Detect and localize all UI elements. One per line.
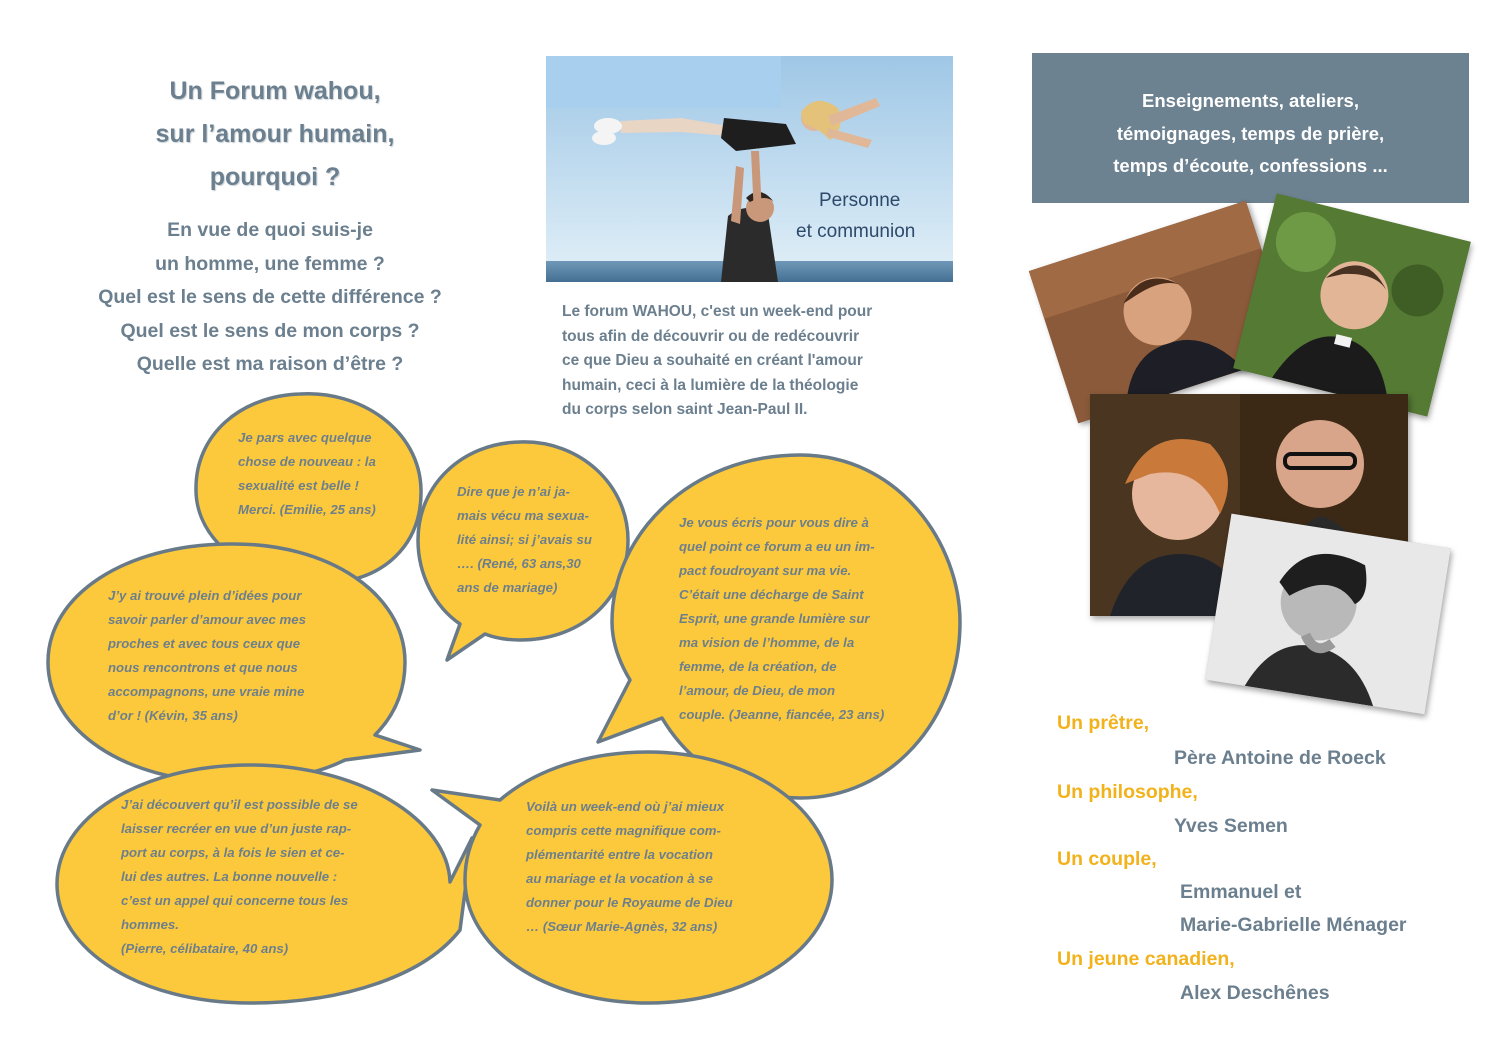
testimonial-rene	[457, 480, 617, 600]
quote-line: au mariage et la vocation à se	[526, 871, 713, 886]
quote-line: femme, de la création, de	[679, 659, 837, 674]
teachings-line: témoignages, temps de prière,	[1116, 122, 1385, 144]
quote-line: d’or ! (Kévin, 35 ans)	[108, 708, 238, 723]
portrait-icon	[1205, 514, 1451, 715]
question-line: En vue de quoi suis-je	[167, 219, 373, 241]
quote-line: compris cette magnifique com-	[526, 823, 721, 838]
quote-line: (Pierre, célibataire, 40 ans)	[121, 941, 289, 956]
portrait-icon	[1233, 193, 1471, 416]
quote-line: l’amour, de Dieu, de mon	[679, 683, 836, 698]
intro-line: du corps selon saint Jean-Paul II.	[562, 401, 808, 418]
speaker-name: Emmanuel et	[1180, 881, 1302, 903]
quote-line: hommes.	[121, 917, 179, 932]
quote-line: J’y ai trouvé plein d’idées pour	[108, 588, 302, 603]
quote-line: nous rencontrons et que nous	[108, 660, 298, 675]
intro-line: tous afin de découvrir ou de redécouvrir	[562, 327, 860, 345]
teachings-line: temps d’écoute, confessions ...	[1113, 155, 1388, 176]
quote-line: ma vision de l’homme, de la	[679, 635, 855, 650]
intro-line: ce que Dieu a souhaité en créant l'amour	[562, 352, 863, 369]
quote-line: sexualité est belle !	[238, 478, 359, 493]
testimonial-kevin	[108, 584, 346, 728]
photo-caption-line2: et communion	[796, 221, 916, 242]
question-line: Quelle est ma raison d’être ?	[136, 353, 404, 375]
speaker-role: Un jeune canadien,	[1057, 948, 1235, 970]
quote-line: J’ai découvert qu’il est possible de se	[121, 797, 358, 812]
testimonial-jeanne	[679, 511, 920, 727]
quote-line: mais vécu ma sexua-	[457, 508, 589, 523]
quote-line: Je pars avec quelque	[238, 430, 372, 445]
quote-line: Je vous écris pour vous dire à	[679, 515, 869, 530]
speaker-name: Marie-Gabrielle Ménager	[1180, 914, 1407, 936]
speaker-name: Alex Deschênes	[1180, 982, 1330, 1004]
quote-line: c’est un appel qui concerne tous les	[121, 893, 349, 908]
testimonial-pierre	[121, 793, 393, 961]
quote-line: proches et avec tous ceux que	[108, 636, 301, 651]
quote-line: … (Sœur Marie-Agnès, 32 ans)	[526, 919, 718, 934]
title-line: pourquoi ?	[209, 163, 341, 191]
quote-line: plémentarité entre la vocation	[526, 847, 713, 862]
quote-line: Voilà un week-end où j’ai mieux	[526, 799, 725, 814]
intro-line: humain, ceci à la lumière de la théologie	[562, 376, 859, 394]
quote-line: donner pour le Royaume de Dieu	[526, 895, 733, 910]
quote-line: chose de nouveau : la	[238, 454, 376, 469]
speaker-name: Père Antoine de Roeck	[1174, 747, 1386, 769]
quote-line: accompagnons, une vraie mine	[108, 684, 305, 699]
quote-line: laisser recréer en vue d’un juste rap-	[121, 821, 352, 836]
title-line: sur l’amour humain,	[155, 120, 395, 148]
quote-line: Esprit, une grande lumière sur	[679, 611, 870, 626]
intro-line: Le forum WAHOU, c'est un week-end pour	[562, 303, 873, 320]
quote-line: Dire que je n’ai ja-	[457, 484, 570, 499]
speaker-photo-young-canadian	[1205, 514, 1451, 715]
quote-line: lité ainsi; si j’avais su	[457, 532, 592, 547]
question-line: Quel est le sens de mon corps ?	[120, 319, 420, 342]
quote-line: ans de mariage)	[457, 580, 558, 595]
speaker-role: Un philosophe,	[1057, 781, 1198, 803]
quote-line: savoir parler d’amour avec mes	[108, 612, 306, 627]
quote-line: quel point ce forum a eu un im-	[679, 539, 875, 554]
title-line: Un Forum wahou,	[169, 77, 381, 105]
speaker-role: Un prêtre,	[1057, 712, 1150, 734]
photo-caption-line1: Personne	[819, 190, 901, 211]
testimonial-marie-agnes	[526, 795, 769, 939]
teachings-box	[1032, 53, 1469, 203]
quote-line: pact foudroyant sur ma vie.	[679, 563, 852, 578]
quote-line: …. (René, 63 ans,30	[457, 556, 581, 571]
speaker-role: Un couple,	[1057, 848, 1157, 870]
testimonial-emilie	[238, 426, 404, 522]
quote-line: couple. (Jeanne, fiancée, 23 ans)	[679, 707, 885, 722]
quote-line: C’était une décharge de Saint	[679, 587, 864, 602]
quote-line: port au corps, à la fois le sien et ce-	[121, 845, 345, 860]
teachings-line: Enseignements, ateliers,	[1142, 90, 1359, 111]
quote-line: lui des autres. La bonne nouvelle :	[121, 869, 338, 884]
speaker-photo-priest-2	[1233, 193, 1471, 416]
question-line: Quel est le sens de cette différence ?	[98, 286, 442, 308]
quote-line: Merci. (Emilie, 25 ans)	[238, 502, 376, 517]
question-line: un homme, une femme ?	[155, 252, 385, 275]
speaker-name: Yves Semen	[1174, 815, 1288, 837]
